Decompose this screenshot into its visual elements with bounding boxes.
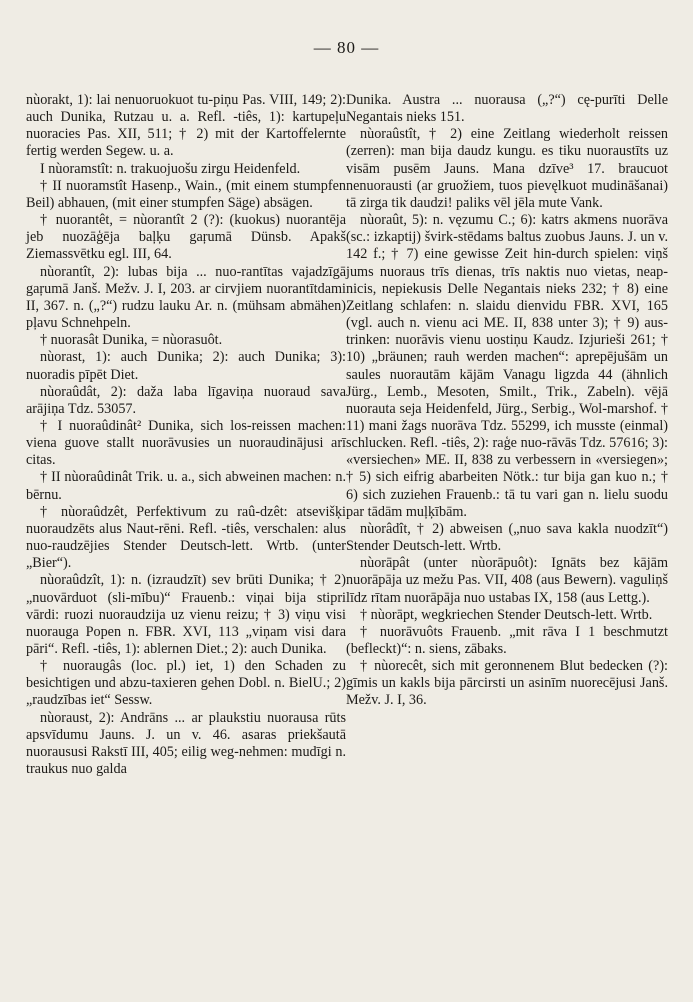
entry-noramstit-2: † II nuoramstît Hasenp., Wain., (mit einem stumpfen Beil) abhauen, (mit einer stumpfen Säge) absägen.	[26, 177, 346, 211]
entry-noraudinat-2: † II nùoraûdinât Trik. u. a., sich abweinen machen: n. bērnu.	[26, 469, 346, 503]
entry-noraudat: nùoraûdât, 2): daža laba līgaviņa nuoraud sava arājiņa Tdz. 53057.	[26, 383, 346, 417]
entry-noraudzit: nùoraûdzît, 1): n. (izraudzīt) sev brūti Dunika; † 2) „nuovārduot (sli-mību)“ Frauenb.: viņai bija stipri vārdi: ruozi nuoraudzija uz vienu reizu; † 3) viņu visi nuorauga Popen n. FBR. XVI, 113 „viņam visi dara pāri“. Refl. -tiês, 1): ablernen Diet.; 2): auch Dunika.	[26, 572, 346, 657]
entry-norast: nùorast, 1): auch Dunika; 2): auch Dunika; 3): nuoradis pīpēt Diet.	[26, 349, 346, 383]
entry-noraust: nùoraust, 2): Andrāns ... ar plaukstiu nuorausa rūts apsvīdumu Jauns. J. un v. 46. asaras priekšautā nuoraususi Rakstī III, 405; eilig weg-nehmen: mudīgi n. traukus nuo galda	[26, 709, 346, 778]
entry-noraust-cont: Dunika. Austra ... nuorausa („?“) cę-purīti Delle Negantais nieks 151.	[346, 92, 668, 126]
left-column	[26, 92, 346, 778]
entry-noarakt: nùorakt, 1): lai nenuoruokuot tu-piņu Pas. VIII, 149; 2): auch Dunika, Rutzau u. a. Refl. -tiês, 1): kartupeļu nuoracies Pas. XII, 511; † 2) mit der Kartoffelernte fertig werden Segew. u. a.	[26, 92, 346, 160]
entry-noradit: nùorâdît, † 2) abweisen („nuo sava kakla nuodzīt“) Stender Deutsch-lett. Wrtb.	[346, 520, 668, 555]
entry-norapt: † nùorāpt, wegkriechen Stender Deutsch-lett. Wrtb.	[360, 606, 653, 623]
entry-noraudinat-1: † I nuoraûdinât² Dunika, sich los-reissen machen: viena guove stallt nuorāvusies un nuoraudinājusi arī citas.	[26, 417, 346, 469]
entry-noramstit-1: I nùoramstît: n. trakuojuošu zirgu Heidenfeld.	[40, 160, 301, 177]
entry-norantet: † nuorantêt, = nùorantît 2 (?): (kuokus) nuorantēja jeb nuozāģēja baļķu gaŗumā Dünsb. Apakš Ziemassvētku egl. III, 64.	[26, 212, 346, 263]
entry-norantit: nùorantît, 2): lubas bija ... nuo-rantītas vajadzīgā gaŗumā Janš. Mežv. J. I, 203. ar cirvjiem nuorantītdami II, 367. n. („?“) rudzu lauku Ar. n. (mühsam abmähen) pļavu Schnehpeln.	[26, 263, 346, 332]
entry-norapat: nùorāpât (unter nùorāpuôt): Ignāts bez kājām nuorāpāja uz mežu Pas. VII, 408 (aus Bewern). vaguliņš līdz rītam nuorāpāja nuo ustabas IX, 158 (aus Lettg.).	[346, 555, 668, 606]
page-number: — 80 —	[313, 38, 380, 57]
entry-noraustit: nùoraûstît, † 2) eine Zeitlang wiederholt reissen (zerren): man bija daudz kungu. es tiku nuoraustīts uz visām pusēm Jauns. Mana dzīve³ 17. braucuot nenuorausti (ar gruožiem, tuos pievęlkuot mudināšanai) tā zirga tik daudzi! paliks vēl jēla mute Vank.	[346, 126, 668, 211]
entry-norasat: † nuorasât Dunika, = nùorasuôt.	[40, 332, 223, 349]
entry-noraugas: † nuoraugâs (loc. pl.) iet, 1) den Schaden zu besichtigen und abzu-taxieren gehen Dobl. n. BielU.; 2) „raudzības iet“ Sessw.	[26, 658, 346, 709]
entry-noraut: nùoraût, 5): n. vęzumu C.; 6): katrs akmens nuorāva (sc.: izkaptij) švirk-stēdams baltus zuobus Jauns. J. un v. 142 f.; † 7) eine gewisse Zeit hin-durch spielen: viņš jums nuoraus trīs dienas, trīs naktis nuo vietas, neap-nicis, nepiekusis Delle Negantais nieks 232; † 8) eine Zeitlang schlafen: n. slaidu dienvidu FBR. XVI, 165 (vgl. auch n. vienu aci ME. II, 838 unter 3); † 9) aus-trinken: nuorāvis vienu uostiņu Kaudz. Izjurieši 261; † 10) „bräunen; rauh werden machen“: aprepējušām un saules nuorautām kājām Vanagu ligzda 44 (ähnlich Jürg., Lemb., Mesoten, Smilt., Trik., Zabeln). vējā nuorauta seja Heidenfeld, Jürg., Serbig., Wol-marshof. † 11) mani žags nuorāva Tdz. 55299, ich musste (einmal) schlucken. Refl. -tiês, 2): raģe nuo-rāvās Tdz. 57616; 3): «versiechen» ME. II, 838 zu verbessern in «versiegen»; † 5) sich eifrig abarbeiten Nötk.: tur bija gan kuo n.; † 6) sich zuziehen Frauenb.: tā tu vari gan n. lielu suodu par tādām muļķībām.	[346, 212, 668, 520]
right-column	[346, 92, 668, 710]
entry-noravuots: † nuorāvuôts Frauenb. „mit rāva I 1 beschmutzt (befleckt)“: n. siens, zābaks.	[346, 623, 668, 657]
entry-norecet: † nùorecêt, sich mit geronnenem Blut bedecken (?): gīmis un kakls bija pārcirsti un asinīm nuorecējusi Janš. Mežv. J. I, 36.	[346, 658, 668, 709]
entry-noraudzet: † nùoraûdzêt, Perfektivum zu raû-dzêt: atsevišķi nuoraudzēts alus Naut-rēni. Refl. -tiês, verschalen: alus nuo-raudzējies Stender Deutsch-lett. Wrtb. (unter „Bier“).	[26, 503, 346, 572]
